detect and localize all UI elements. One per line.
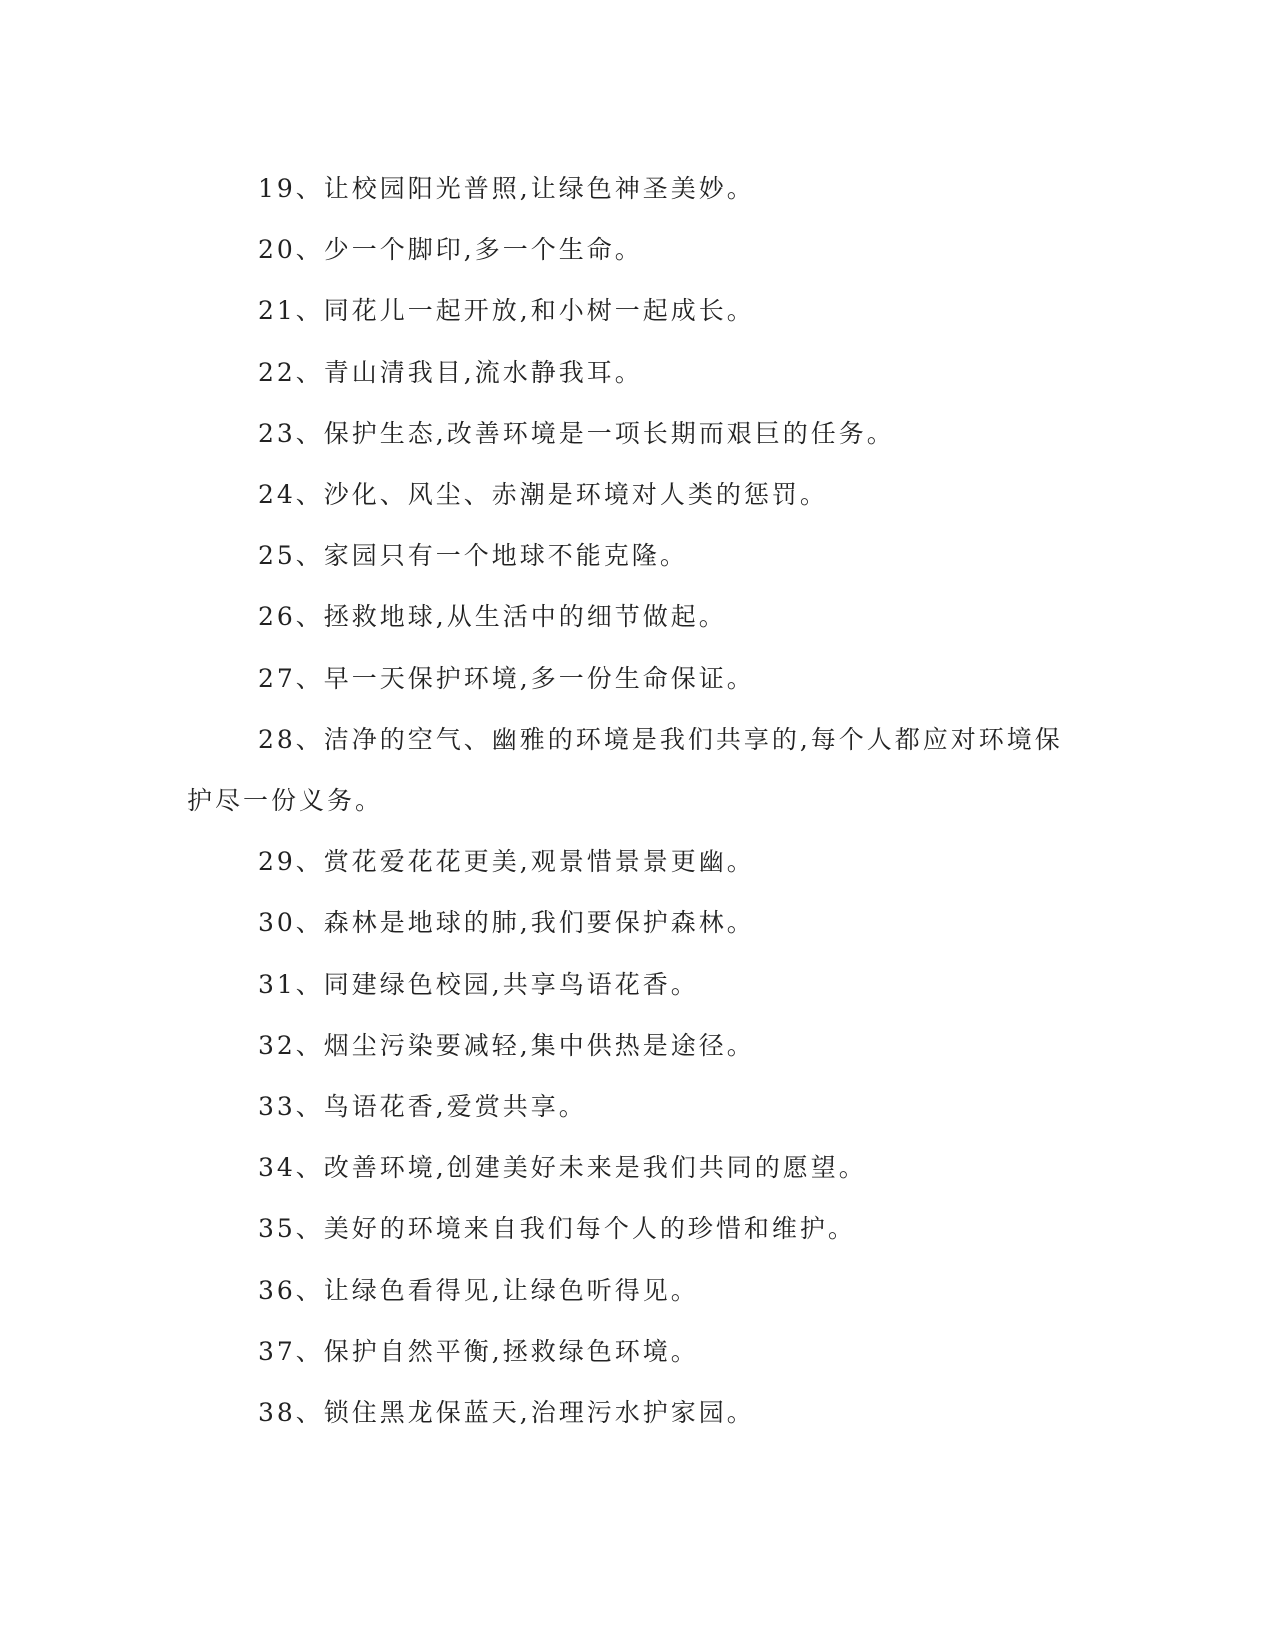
list-item: 22、青山清我目,流水静我耳。: [258, 357, 643, 387]
list-item: 28、洁净的空气、幽雅的环境是我们共享的,每个人都应对环境保护尽一份义务。: [187, 724, 1063, 816]
list-item: 25、家园只有一个地球不能克隆。: [258, 541, 688, 571]
list-item: 32、烟尘污染要减轻,集中供热是途径。: [258, 1030, 755, 1060]
list-item: 27、早一天保护环境,多一份生命保证。: [258, 663, 755, 693]
list-item: 33、鸟语花香,爱赏共享。: [258, 1092, 587, 1122]
list-item: 37、保护自然平衡,拯救绿色环境。: [258, 1336, 699, 1366]
list-item: 29、赏花爱花花更美,观景惜景景更幽。: [258, 847, 755, 877]
list-item: 38、锁住黑龙保蓝天,治理污水护家园。: [258, 1398, 755, 1428]
list-item: 36、让绿色看得见,让绿色听得见。: [258, 1275, 699, 1305]
list-item: 26、拯救地球,从生活中的细节做起。: [258, 602, 727, 632]
list-item: 35、美好的环境来自我们每个人的珍惜和维护。: [258, 1214, 856, 1244]
list-item: 20、少一个脚印,多一个生命。: [258, 235, 643, 265]
list-item: 30、森林是地球的肺,我们要保护森林。: [258, 908, 755, 938]
list-item: 34、改善环境,创建美好未来是我们共同的愿望。: [258, 1153, 867, 1183]
list-item: 31、同建绿色校园,共享鸟语花香。: [258, 969, 699, 999]
list-item: 19、让校园阳光普照,让绿色神圣美妙。: [258, 174, 755, 203]
list-item: 23、保护生态,改善环境是一项长期而艰巨的任务。: [258, 418, 895, 448]
slogan-list: [187, 158, 1087, 1443]
list-item: 24、沙化、风尘、赤潮是环境对人类的惩罚。: [258, 480, 828, 510]
list-item: 21、同花儿一起开放,和小树一起成长。: [258, 296, 755, 326]
